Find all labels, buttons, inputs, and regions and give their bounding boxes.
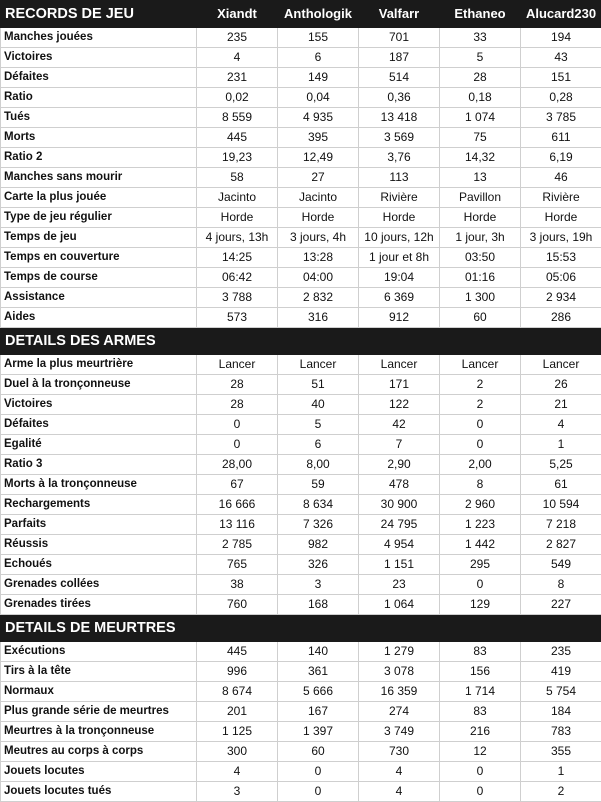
stat-value: 2,90 <box>359 455 440 475</box>
stat-value: 5 <box>440 48 521 68</box>
row-label: Temps de jeu <box>1 228 197 248</box>
table-row <box>1 455 601 475</box>
stat-value: 274 <box>359 702 440 722</box>
row-label: Tirs à la tête <box>1 662 197 682</box>
stat-value: 326 <box>278 555 359 575</box>
stat-value: Horde <box>278 208 359 228</box>
row-label: Ratio <box>1 88 197 108</box>
stat-value: 478 <box>359 475 440 495</box>
stat-value: 2 960 <box>440 495 521 515</box>
row-label: Parfaits <box>1 515 197 535</box>
stat-value: 3 749 <box>359 722 440 742</box>
stat-value: 113 <box>359 168 440 188</box>
stat-value: 33 <box>440 28 521 48</box>
stat-value: Lancer <box>359 355 440 375</box>
stat-value: 0 <box>440 762 521 782</box>
stat-value: 0 <box>197 415 278 435</box>
stat-value: 0,02 <box>197 88 278 108</box>
stat-value: 6,19 <box>521 148 601 168</box>
stat-value: 21 <box>521 395 601 415</box>
stat-value: Lancer <box>521 355 601 375</box>
stat-value: 5,25 <box>521 455 601 475</box>
row-label: Exécutions <box>1 642 197 662</box>
stat-value: 1 714 <box>440 682 521 702</box>
row-label: Jouets locutes tués <box>1 782 197 802</box>
row-label: Arme la plus meurtrière <box>1 355 197 375</box>
stat-value: 760 <box>197 595 278 615</box>
table-row <box>1 575 601 595</box>
stat-value: 28 <box>440 68 521 88</box>
stat-value: 05:06 <box>521 268 601 288</box>
stat-value: 60 <box>440 308 521 328</box>
stat-value: 4 <box>521 415 601 435</box>
row-label: Type de jeu régulier <box>1 208 197 228</box>
table-row <box>1 742 601 762</box>
stat-value: 58 <box>197 168 278 188</box>
stat-value: 0 <box>278 782 359 802</box>
row-label: Manches jouées <box>1 28 197 48</box>
stat-value: 0 <box>440 435 521 455</box>
header-empty-cell <box>359 328 440 355</box>
table-row <box>1 308 601 328</box>
header-empty-cell <box>197 328 278 355</box>
row-label: Grenades collées <box>1 575 197 595</box>
stat-value: 7 218 <box>521 515 601 535</box>
stat-value: Jacinto <box>278 188 359 208</box>
stat-value: 0 <box>197 435 278 455</box>
stat-value: 395 <box>278 128 359 148</box>
table-row <box>1 228 601 248</box>
stat-value: 167 <box>278 702 359 722</box>
table-row <box>1 515 601 535</box>
stat-value: 04:00 <box>278 268 359 288</box>
stat-value: 03:50 <box>440 248 521 268</box>
stat-value: 1 279 <box>359 642 440 662</box>
stat-value: 151 <box>521 68 601 88</box>
table-row <box>1 662 601 682</box>
stat-value: 61 <box>521 475 601 495</box>
stat-value: 1 151 <box>359 555 440 575</box>
stat-value: 3 jours, 19h <box>521 228 601 248</box>
stat-value: 235 <box>521 642 601 662</box>
stat-value: 2 827 <box>521 535 601 555</box>
stat-value: 12 <box>440 742 521 762</box>
stat-value: 01:16 <box>440 268 521 288</box>
header-empty-cell <box>440 328 521 355</box>
stat-value: 83 <box>440 702 521 722</box>
header-empty-cell <box>278 328 359 355</box>
table-row <box>1 248 601 268</box>
stat-value: 140 <box>278 642 359 662</box>
stat-value: Lancer <box>440 355 521 375</box>
stat-value: 1 <box>521 762 601 782</box>
stat-value: 6 <box>278 435 359 455</box>
stat-value: 3 <box>197 782 278 802</box>
table-row <box>1 28 601 48</box>
stat-value: 1 <box>521 435 601 455</box>
row-label: Réussis <box>1 535 197 555</box>
row-label: Défaites <box>1 415 197 435</box>
stat-value: 6 369 <box>359 288 440 308</box>
table-row <box>1 642 601 662</box>
stat-value: 8 <box>521 575 601 595</box>
stat-value: 701 <box>359 28 440 48</box>
stat-value: 13 116 <box>197 515 278 535</box>
table-row <box>1 682 601 702</box>
row-label: Victoires <box>1 395 197 415</box>
row-label: Plus grande série de meurtres <box>1 702 197 722</box>
table-row <box>1 88 601 108</box>
stat-value: 0,18 <box>440 88 521 108</box>
stat-value: 0,28 <box>521 88 601 108</box>
stat-value: 227 <box>521 595 601 615</box>
stat-value: 51 <box>278 375 359 395</box>
stat-value: 8,00 <box>278 455 359 475</box>
row-label: Morts <box>1 128 197 148</box>
stat-value: Horde <box>521 208 601 228</box>
row-label: Assistance <box>1 288 197 308</box>
stat-value: 16 359 <box>359 682 440 702</box>
stat-value: 3 <box>278 575 359 595</box>
table-row <box>1 435 601 455</box>
stat-value: 155 <box>278 28 359 48</box>
stat-value: 514 <box>359 68 440 88</box>
row-label: Jouets locutes <box>1 762 197 782</box>
table-row <box>1 108 601 128</box>
row-label: Normaux <box>1 682 197 702</box>
stat-value: 2 <box>521 782 601 802</box>
player-column-header: Anthologik <box>278 1 359 28</box>
row-label: Ratio 2 <box>1 148 197 168</box>
row-label: Meurtres à la tronçonneuse <box>1 722 197 742</box>
stat-value: 1 223 <box>440 515 521 535</box>
table-row <box>1 762 601 782</box>
table-row <box>1 495 601 515</box>
stat-value: 28,00 <box>197 455 278 475</box>
stat-value: 0 <box>440 782 521 802</box>
stat-value: 3 788 <box>197 288 278 308</box>
stat-value: 8 674 <box>197 682 278 702</box>
stat-value: 3 785 <box>521 108 601 128</box>
table-row <box>1 168 601 188</box>
stat-value: 1 397 <box>278 722 359 742</box>
stat-value: 19:04 <box>359 268 440 288</box>
stat-value: 6 <box>278 48 359 68</box>
stat-value: 8 634 <box>278 495 359 515</box>
player-column-header: Alucard230 <box>521 1 601 28</box>
stat-value: Horde <box>359 208 440 228</box>
stat-value: 23 <box>359 575 440 595</box>
row-label: Défaites <box>1 68 197 88</box>
stat-value: 730 <box>359 742 440 762</box>
stat-value: 28 <box>197 395 278 415</box>
row-label: Meutres au corps à corps <box>1 742 197 762</box>
player-column-header: Xiandt <box>197 1 278 28</box>
stat-value: 2 <box>440 395 521 415</box>
stat-value: 4 935 <box>278 108 359 128</box>
row-label: Temps en couverture <box>1 248 197 268</box>
stat-value: 14,32 <box>440 148 521 168</box>
stat-value: 26 <box>521 375 601 395</box>
header-empty-cell <box>440 615 521 642</box>
row-label: Carte la plus jouée <box>1 188 197 208</box>
stat-value: 231 <box>197 68 278 88</box>
stat-value: 0,04 <box>278 88 359 108</box>
stat-value: 10 594 <box>521 495 601 515</box>
stat-value: 2 785 <box>197 535 278 555</box>
row-label: Duel à la tronçonneuse <box>1 375 197 395</box>
stat-value: Pavillon <box>440 188 521 208</box>
row-label: Ratio 3 <box>1 455 197 475</box>
row-label: Echoués <box>1 555 197 575</box>
table-row <box>1 288 601 308</box>
stat-value: 1 300 <box>440 288 521 308</box>
stat-value: 0 <box>440 575 521 595</box>
stat-value: Horde <box>197 208 278 228</box>
table-row <box>1 782 601 802</box>
stat-value: 30 900 <box>359 495 440 515</box>
stat-value: Jacinto <box>197 188 278 208</box>
stat-value: 235 <box>197 28 278 48</box>
stat-value: 2 832 <box>278 288 359 308</box>
header-empty-cell <box>521 328 601 355</box>
stat-value: 3,76 <box>359 148 440 168</box>
stat-value: 129 <box>440 595 521 615</box>
stat-value: 2 <box>440 375 521 395</box>
stat-value: 8 559 <box>197 108 278 128</box>
stat-value: 316 <box>278 308 359 328</box>
stat-value: 4 jours, 13h <box>197 228 278 248</box>
stat-value: 1 064 <box>359 595 440 615</box>
stat-value: 783 <box>521 722 601 742</box>
row-label: Aides <box>1 308 197 328</box>
stat-value: 59 <box>278 475 359 495</box>
stat-value: 1 jour, 3h <box>440 228 521 248</box>
stat-value: 2,00 <box>440 455 521 475</box>
stat-value: 27 <box>278 168 359 188</box>
stat-value: 419 <box>521 662 601 682</box>
stat-value: 43 <box>521 48 601 68</box>
stat-value: 5 <box>278 415 359 435</box>
stat-value: 13 418 <box>359 108 440 128</box>
stat-value: 355 <box>521 742 601 762</box>
stat-value: 5 666 <box>278 682 359 702</box>
header-empty-cell <box>197 615 278 642</box>
stat-value: 122 <box>359 395 440 415</box>
table-row <box>1 148 601 168</box>
header-empty-cell <box>359 615 440 642</box>
stat-value: 1 442 <box>440 535 521 555</box>
player-column-header: Valfarr <box>359 1 440 28</box>
stat-value: 295 <box>440 555 521 575</box>
stat-value: 2 934 <box>521 288 601 308</box>
stat-value: 0 <box>278 762 359 782</box>
stat-value: 1 074 <box>440 108 521 128</box>
stat-value: 60 <box>278 742 359 762</box>
section-header <box>1 328 601 355</box>
stat-value: 3 078 <box>359 662 440 682</box>
section-title: DETAILS DES ARMES <box>1 328 197 355</box>
row-label: Tués <box>1 108 197 128</box>
stat-value: 0,36 <box>359 88 440 108</box>
stat-value: 201 <box>197 702 278 722</box>
stat-value: 40 <box>278 395 359 415</box>
stat-value: Rivière <box>521 188 601 208</box>
stat-value: 7 326 <box>278 515 359 535</box>
row-label: Morts à la tronçonneuse <box>1 475 197 495</box>
stat-value: 42 <box>359 415 440 435</box>
section-header <box>1 615 601 642</box>
stat-value: 168 <box>278 595 359 615</box>
stat-value: 13:28 <box>278 248 359 268</box>
stat-value: 24 795 <box>359 515 440 535</box>
stat-value: 300 <box>197 742 278 762</box>
section-header <box>1 1 601 28</box>
stat-value: 912 <box>359 308 440 328</box>
stat-value: 549 <box>521 555 601 575</box>
stat-value: Rivière <box>359 188 440 208</box>
stat-value: 46 <box>521 168 601 188</box>
stat-value: 06:42 <box>197 268 278 288</box>
stat-value: 7 <box>359 435 440 455</box>
table-row <box>1 48 601 68</box>
player-column-header: Ethaneo <box>440 1 521 28</box>
stat-value: 194 <box>521 28 601 48</box>
stat-value: 16 666 <box>197 495 278 515</box>
stat-value: 75 <box>440 128 521 148</box>
header-empty-cell <box>521 615 601 642</box>
stat-value: 1 jour et 8h <box>359 248 440 268</box>
stat-value: 1 125 <box>197 722 278 742</box>
stat-value: 83 <box>440 642 521 662</box>
table-row <box>1 395 601 415</box>
stat-value: 361 <box>278 662 359 682</box>
table-row <box>1 415 601 435</box>
stat-value: 38 <box>197 575 278 595</box>
stat-value: 156 <box>440 662 521 682</box>
stat-value: Horde <box>440 208 521 228</box>
stat-value: 12,49 <box>278 148 359 168</box>
section-title: DETAILS DE MEURTRES <box>1 615 197 642</box>
table-row <box>1 128 601 148</box>
stat-value: 13 <box>440 168 521 188</box>
stat-value: 4 <box>359 762 440 782</box>
table-row <box>1 595 601 615</box>
row-label: Temps de course <box>1 268 197 288</box>
stat-value: 765 <box>197 555 278 575</box>
table-row <box>1 722 601 742</box>
table-row <box>1 268 601 288</box>
stat-value: 19,23 <box>197 148 278 168</box>
stat-value: 8 <box>440 475 521 495</box>
stat-value: 573 <box>197 308 278 328</box>
stat-value: 3 jours, 4h <box>278 228 359 248</box>
stat-value: 15:53 <box>521 248 601 268</box>
stat-value: 445 <box>197 642 278 662</box>
stat-value: 4 <box>197 762 278 782</box>
table-row <box>1 475 601 495</box>
stats-table-body <box>1 1 601 802</box>
table-row <box>1 188 601 208</box>
row-label: Rechargements <box>1 495 197 515</box>
stat-value: Lancer <box>278 355 359 375</box>
row-label: Grenades tirées <box>1 595 197 615</box>
stat-value: 4 <box>359 782 440 802</box>
stat-value: 184 <box>521 702 601 722</box>
header-empty-cell <box>278 615 359 642</box>
table-row <box>1 208 601 228</box>
table-row <box>1 555 601 575</box>
stat-value: Lancer <box>197 355 278 375</box>
stat-value: 149 <box>278 68 359 88</box>
stat-value: 187 <box>359 48 440 68</box>
stat-value: 0 <box>440 415 521 435</box>
section-title: RECORDS DE JEU <box>1 1 197 28</box>
stat-value: 4 <box>197 48 278 68</box>
stat-value: 67 <box>197 475 278 495</box>
table-row <box>1 375 601 395</box>
stat-value: 445 <box>197 128 278 148</box>
stat-value: 10 jours, 12h <box>359 228 440 248</box>
row-label: Egalité <box>1 435 197 455</box>
stat-value: 14:25 <box>197 248 278 268</box>
table-row <box>1 535 601 555</box>
stat-value: 216 <box>440 722 521 742</box>
table-row <box>1 355 601 375</box>
stat-value: 286 <box>521 308 601 328</box>
row-label: Victoires <box>1 48 197 68</box>
row-label: Manches sans mourir <box>1 168 197 188</box>
stat-value: 171 <box>359 375 440 395</box>
stat-value: 996 <box>197 662 278 682</box>
stat-value: 3 569 <box>359 128 440 148</box>
stat-value: 5 754 <box>521 682 601 702</box>
stat-value: 611 <box>521 128 601 148</box>
table-row <box>1 68 601 88</box>
stat-value: 982 <box>278 535 359 555</box>
table-row <box>1 702 601 722</box>
stat-value: 28 <box>197 375 278 395</box>
stat-value: 4 954 <box>359 535 440 555</box>
